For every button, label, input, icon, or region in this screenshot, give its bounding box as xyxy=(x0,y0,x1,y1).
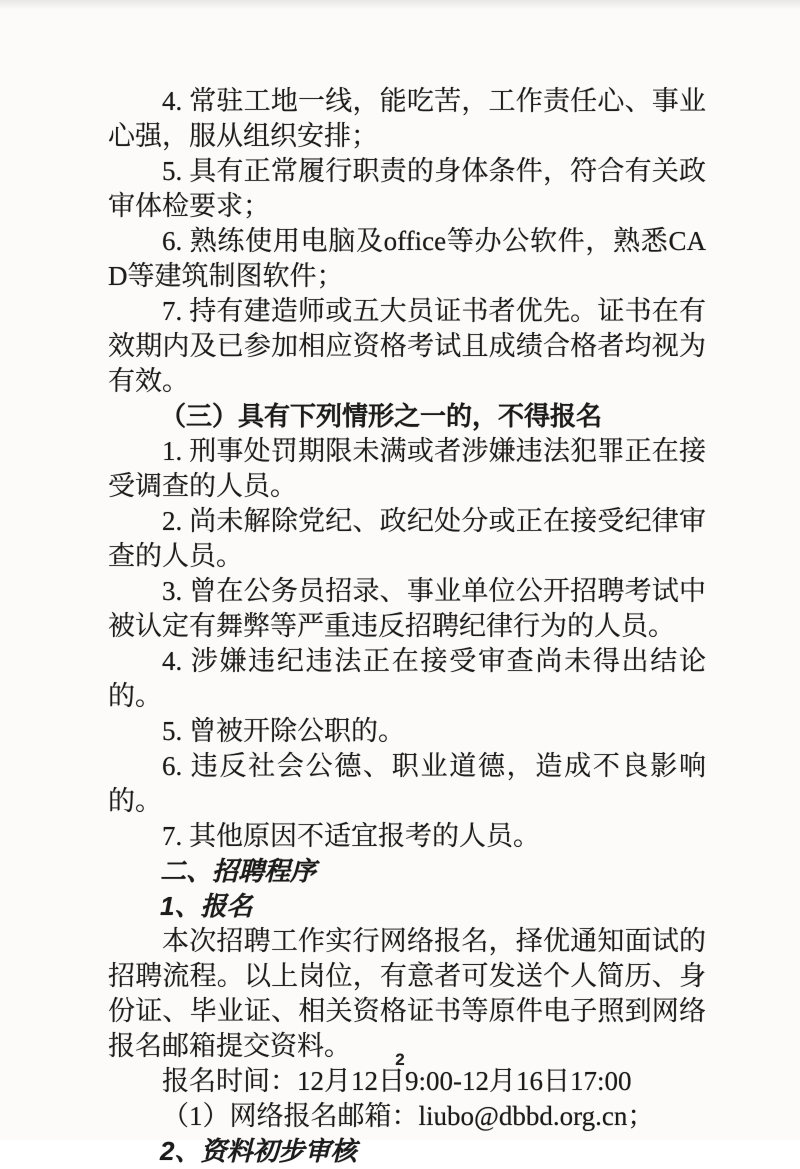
list-item: 2. 尚未解除党纪、政纪处分或正在接受纪律审查的人员。 xyxy=(108,506,706,571)
section-heading-recruitment-procedure: 二、招聘程序 xyxy=(160,856,317,886)
list-item: 1. 刑事处罚期限未满或者涉嫌违法犯罪正在接受调查的人员。 xyxy=(108,436,706,501)
list-item: 3. 曾在公务员招录、事业单位公开招聘考试中被认定有舞弊等严重违反招聘纪律行为的人员。 xyxy=(108,576,706,641)
list-item: 5. 具有正常履行职责的身体条件，符合有关政审体检要求； xyxy=(108,156,706,221)
list-item: 7. 其他原因不适宜报考的人员。 xyxy=(162,821,540,851)
document-body xyxy=(108,84,706,1169)
page-number: 2 xyxy=(395,1050,405,1069)
list-item: 5. 曾被开除公职的。 xyxy=(162,716,405,746)
subsection-heading-material-review: 2、资料初步审核 xyxy=(160,1136,357,1166)
list-item: 4. 常驻工地一线，能吃苦，工作责任心、事业心强，服从组织安排； xyxy=(108,86,706,151)
list-item: 6. 熟练使用电脑及office等办公软件，熟悉CAD等建筑制图软件； xyxy=(108,226,706,291)
paragraph-registration-time: 报名时间：12月12日9:00-12月16日17:00 xyxy=(162,1066,632,1096)
paragraph-registration-intro: 本次招聘工作实行网络报名，择优通知面试的招聘流程。以上岗位，有意者可发送个人简历、身份证、毕业证、相关资格证书等原件电子照到网络报名邮箱提交资料。 xyxy=(108,926,706,1061)
list-item: 7. 持有建造师或五大员证书者优先。证书在有效期内及已参加相应资格考试且成绩合格者均视为有效。 xyxy=(108,296,706,396)
list-item: 4. 涉嫌违纪违法正在接受审查尚未得出结论的。 xyxy=(108,646,706,711)
paragraph-registration-email: （1）网络报名邮箱：liubo@dbbd.org.cn； xyxy=(162,1101,655,1131)
section-heading-disqualifications: （三）具有下列情形之一的，不得报名 xyxy=(160,401,603,431)
subsection-heading-registration: 1、报名 xyxy=(160,891,253,921)
list-item: 6. 违反社会公德、职业道德，造成不良影响的。 xyxy=(108,751,706,816)
scan-edge-shadow xyxy=(0,0,800,10)
